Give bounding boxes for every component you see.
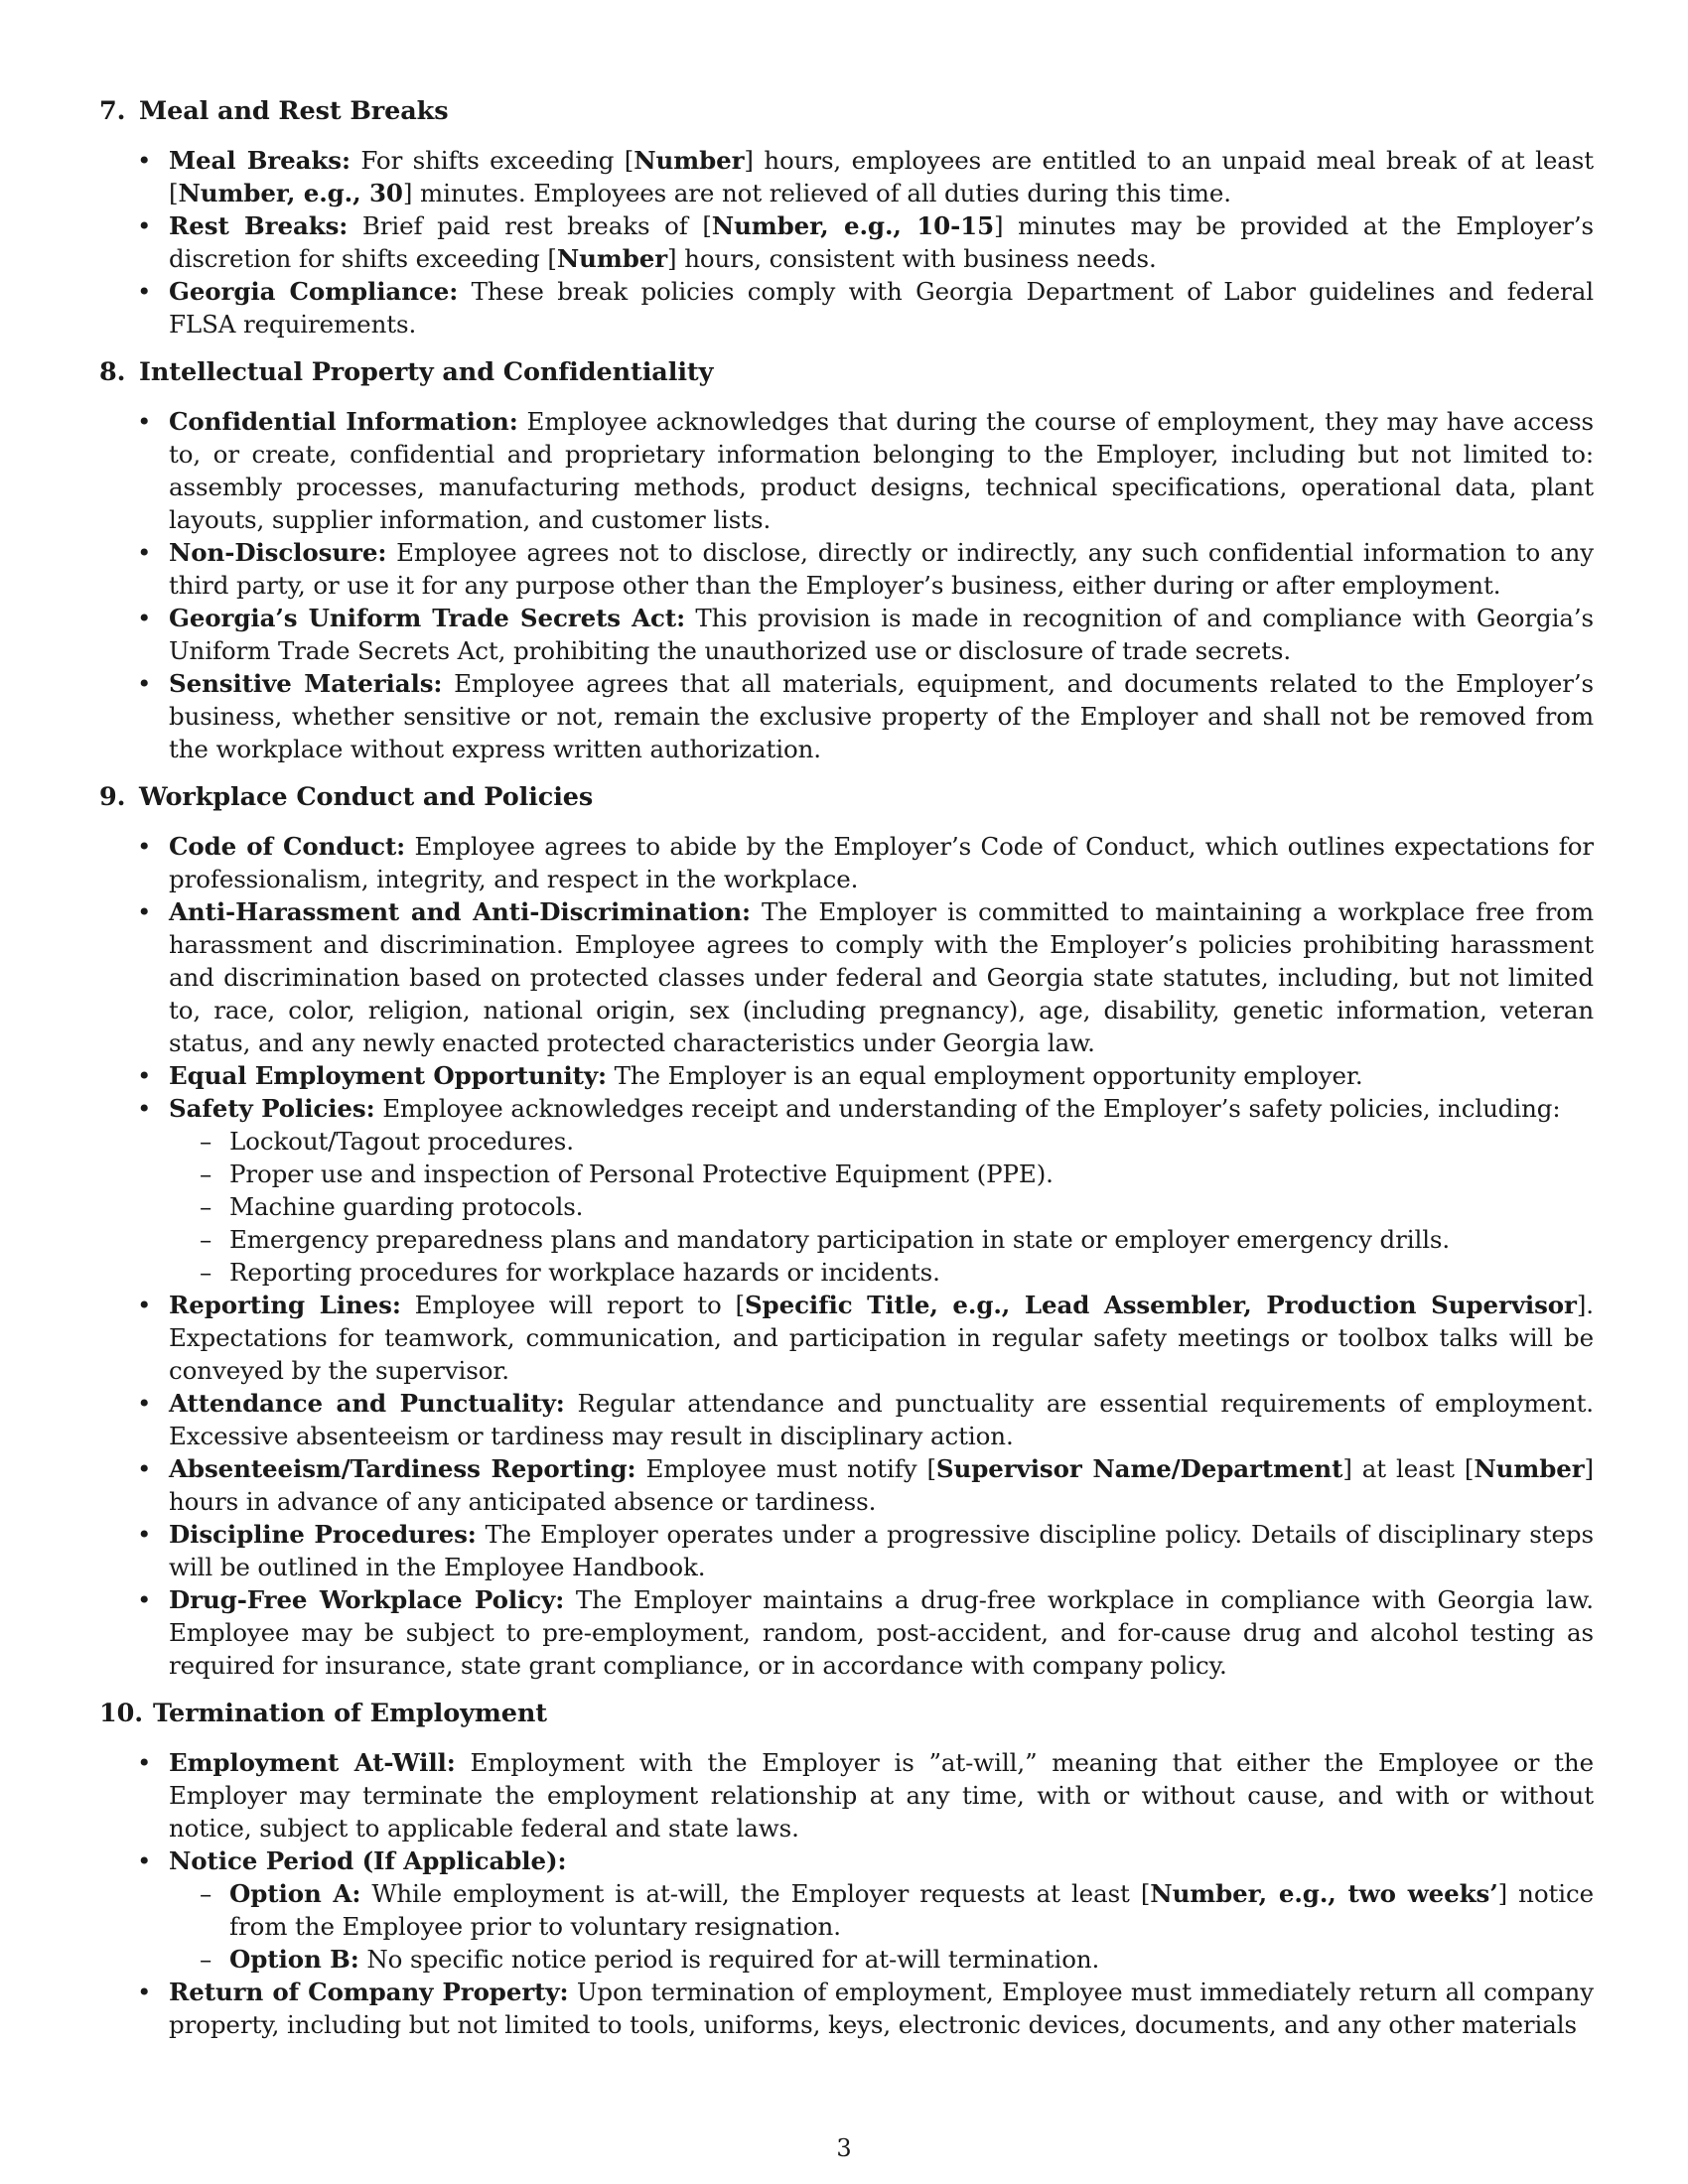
section-meal-rest-breaks: [99, 95, 1594, 341]
list-item: [99, 1092, 1594, 1289]
item-text: The Employer is an equal employment opportunity employer.: [606, 1061, 1363, 1090]
section-number: 8.: [99, 357, 126, 387]
item-text: Regular attendance and punctuality are essential requirements of employment. Excessive absenteeism or tardiness may result in disciplinary action.: [169, 1389, 1594, 1450]
item-label: Non-Disclosure:: [169, 538, 387, 567]
item-label: Equal Employment Opportunity:: [169, 1061, 607, 1090]
list-item: [99, 405, 1594, 536]
item-text: ] hours in advance of any anticipated absence or tardiness.: [169, 1454, 1594, 1516]
list-item: [99, 1289, 1594, 1387]
section-title: Workplace Conduct and Policies: [139, 782, 594, 812]
list-item: [99, 895, 1594, 1059]
section-workplace-conduct: [99, 781, 1594, 1682]
placeholder: Specific Title, e.g., Lead Assembler, Production Supervisor: [744, 1291, 1577, 1319]
option-label: Option B:: [229, 1945, 359, 1974]
list-item: [99, 275, 1594, 341]
list-item: [99, 1518, 1594, 1583]
placeholder: Number: [1474, 1454, 1585, 1483]
bullet-list: [99, 144, 1594, 341]
section-heading: [99, 781, 1594, 814]
section-title: Intellectual Property and Confidentiality: [139, 357, 714, 387]
item-text: Employment with the Employer is ”at-will,” meaning that either the Employee or the Employer may terminate the employment relationship at any time, with or without cause, and with or without notice, subject to applicable federal and state laws.: [169, 1748, 1594, 1843]
item-text: The Employer is committed to maintaining a workplace free from harassment and discrimination. Employee agrees to comply with the Employer’s policies prohibiting harassment and discrimination based on protected classes under federal and Georgia state statutes, including, but not limited to, race, color, religion, national origin, sex (including pregnancy), age, disability, genetic information, veteran status, and any newly enacted protected characteristics under Georgia law.: [169, 897, 1595, 1057]
item-text: ] minutes. Employees are not relieved of all duties during this time.: [402, 179, 1231, 207]
item-text: The Employer operates under a progressive discipline policy. Details of disciplinary steps will be outlined in the Employee Handbook.: [169, 1520, 1594, 1581]
item-text: Employee acknowledges receipt and understanding of the Employer’s safety policies, including:: [374, 1094, 1561, 1123]
list-item: [99, 209, 1594, 275]
sub-list-item: – Emergency preparedness plans and mandatory participation in state or employer emergency drills.: [169, 1223, 1594, 1256]
item-text: Employee agrees that all materials, equipment, and documents related to the Employer’s business, whether sensitive or not, remain the exclusive property of the Employer and shall not be removed from the workplace without express written authorization.: [169, 669, 1594, 763]
item-text: This provision is made in recognition of and compliance with Georgia’s Uniform Trade Secrets Act, prohibiting the unauthorized use or disclosure of trade secrets.: [169, 604, 1595, 665]
item-label: Anti-Harassment and Anti-Discrimination:: [169, 897, 751, 926]
sub-list-item: – Machine guarding protocols.: [169, 1190, 1594, 1223]
placeholder: Number: [556, 244, 668, 273]
item-text: ] hours, employees are entitled to an unpaid meal break of at least [: [169, 146, 1594, 207]
item-label: Georgia Compliance:: [169, 277, 459, 306]
list-item: [99, 602, 1594, 667]
section-number: 10.: [99, 1699, 144, 1728]
section-intellectual-property: [99, 356, 1594, 765]
item-text: These break policies comply with Georgia Department of Labor guidelines and federal FLSA requirements.: [169, 277, 1595, 339]
item-label: Georgia’s Uniform Trade Secrets Act:: [169, 604, 686, 632]
section-heading: [99, 95, 1594, 128]
item-label: Employment At-Will:: [169, 1748, 456, 1777]
list-item: [99, 1583, 1594, 1682]
item-text: ] hours, consistent with business needs.: [667, 244, 1157, 273]
placeholder: Number: [633, 146, 745, 175]
sub-list: [169, 1877, 1594, 1976]
item-text: Employee agrees not to disclose, directly or indirectly, any such confidential information to any third party, or use it for any purpose other than the Employer’s business, either during or after employment.: [169, 538, 1594, 600]
sub-list-item: – Reporting procedures for workplace hazards or incidents.: [169, 1256, 1594, 1289]
list-item: [99, 1844, 1594, 1976]
list-item: [99, 536, 1594, 602]
sub-list: [169, 1125, 1594, 1289]
section-title: Meal and Rest Breaks: [139, 96, 449, 126]
list-item: [99, 667, 1594, 765]
page-number: 3: [836, 2134, 852, 2162]
sub-list-item: [169, 1877, 1594, 1943]
item-text: Upon termination of employment, Employee must immediately return all company property, including but not limited to tools, uniforms, keys, electronic devices, documents, and any other materials: [169, 1978, 1594, 2039]
item-label: Notice Period (If Applicable):: [169, 1846, 567, 1875]
item-text: While employment is at-will, the Employer requests at least [: [360, 1879, 1151, 1908]
list-item: [99, 144, 1594, 209]
item-text: No specific notice period is required for at-will termination.: [358, 1945, 1100, 1974]
item-text: ] minutes may be provided at the Employer’s discretion for shifts exceeding [: [169, 211, 1595, 273]
sub-list-item: [169, 1943, 1594, 1976]
item-text: Employee agrees to abide by the Employer’s Code of Conduct, which outlines expectations for professionalism, integrity, and respect in the workplace.: [169, 832, 1594, 893]
sub-list-item: – Proper use and inspection of Personal Protective Equipment (PPE).: [169, 1158, 1594, 1190]
item-label: Confidential Information:: [169, 407, 518, 436]
item-label: Code of Conduct:: [169, 832, 406, 861]
placeholder: Number, e.g., 30: [178, 179, 403, 207]
item-text: ]. Expectations for teamwork, communication, and participation in regular safety meetings or toolbox talks will be conveyed by the supervisor.: [169, 1291, 1594, 1385]
section-title: Termination of Employment: [153, 1699, 547, 1728]
bullet-list: [99, 1746, 1594, 2041]
item-text: Employee must notify [: [635, 1454, 936, 1483]
item-text: ] at least [: [1342, 1454, 1475, 1483]
section-number: 7.: [99, 96, 126, 126]
item-text: Brief paid rest breaks of [: [348, 211, 712, 240]
list-item: [99, 1387, 1594, 1452]
bullet-list: [99, 830, 1594, 1682]
list-item: [99, 1059, 1594, 1092]
list-item: [99, 1746, 1594, 1844]
item-label: Meal Breaks:: [169, 146, 351, 175]
section-heading: [99, 1698, 1594, 1730]
section-heading: [99, 356, 1594, 389]
item-label: Safety Policies:: [169, 1094, 375, 1123]
item-label: Attendance and Punctuality:: [169, 1389, 565, 1418]
sub-list-item: – Lockout/Tagout procedures.: [169, 1125, 1594, 1158]
item-text: Employee will report to [: [400, 1291, 745, 1319]
item-text: ] notice from the Employee prior to voluntary resignation.: [229, 1879, 1594, 1941]
item-label: Rest Breaks:: [169, 211, 349, 240]
placeholder: Number, e.g., 10-15: [711, 211, 995, 240]
section-termination: [99, 1698, 1594, 2041]
item-label: Discipline Procedures:: [169, 1520, 477, 1549]
placeholder: Number, e.g., two weeks’: [1150, 1879, 1498, 1908]
item-text: For shifts exceeding [: [350, 146, 634, 175]
option-label: Option A:: [229, 1879, 361, 1908]
item-label: Reporting Lines:: [169, 1291, 401, 1319]
item-label: Drug-Free Workplace Policy:: [169, 1585, 565, 1614]
bullet-list: [99, 405, 1594, 765]
section-number: 9.: [99, 782, 126, 812]
item-label: Absenteeism/Tardiness Reporting:: [169, 1454, 636, 1483]
item-text: Employee acknowledges that during the course of employment, they may have access to, or create, confidential and proprietary information belonging to the Employer, including but not limited to: assembly processes, manufacturing methods, product designs, technical specifications, operational data, plant layouts, supplier information, and customer lists.: [169, 407, 1594, 534]
list-item: [99, 1976, 1594, 2041]
item-label: Sensitive Materials:: [169, 669, 443, 698]
placeholder: Supervisor Name/Department: [935, 1454, 1343, 1483]
list-item: [99, 830, 1594, 895]
item-label: Return of Company Property:: [169, 1978, 569, 2006]
document-page: [99, 95, 1594, 2057]
list-item: [99, 1452, 1594, 1518]
item-text: The Employer maintains a drug-free workplace in compliance with Georgia law. Employee may be subject to pre-employment, random, post-accident, and for-cause drug and alcohol testing as required for insurance, state grant compliance, or in accordance with company policy.: [169, 1585, 1594, 1680]
